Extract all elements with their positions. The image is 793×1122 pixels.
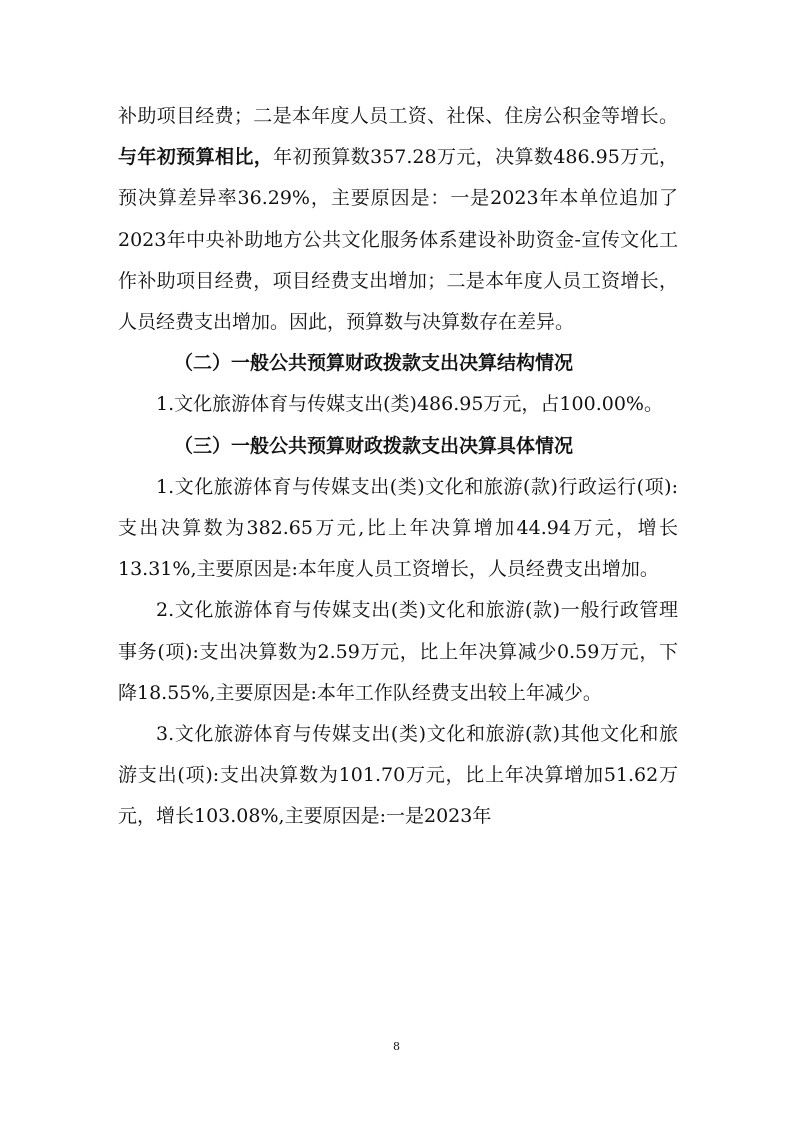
page-number: 8 bbox=[393, 1040, 400, 1053]
section-heading-details: （三）一般公共预算财政拨款支出决算具体情况 bbox=[174, 434, 574, 457]
detail-item-2: 2.文化旅游体育与传媒支出(类)文化和旅游(款)一般行政管理事务(项):支出决算数为2.59万元，比上年决算减少0.59万元，下降18.55%,主要原因是:本年工作队经费支出较上年减少。 bbox=[118, 599, 678, 704]
bold-phrase: 与年初预算相比， bbox=[118, 146, 274, 169]
paragraph-budget-comparison bbox=[118, 96, 678, 343]
detail-item-3: 3.文化旅游体育与传媒支出(类)文化和旅游(款)其他文化和旅游支出(项):支出决算数为101.70万元，比上年决算增加51.62万元，增长103.08%,主要原因是:一是2023年 bbox=[118, 723, 678, 828]
document-body bbox=[118, 96, 678, 838]
section-heading-structure: （二）一般公共预算财政拨款支出决算结构情况 bbox=[174, 352, 574, 375]
detail-item-1: 1.文化旅游体育与传媒支出(类)文化和旅游(款)行政运行(项):支出决算数为382.65万元,比上年决算增加44.94万元，增长13.31%,主要原因是:本年度人员工资增长，人员经费支出增加。 bbox=[118, 475, 678, 581]
structure-item-1: 1.文化旅游体育与传媒支出(类)486.95万元，占100.00%。 bbox=[156, 393, 663, 416]
paragraph-text: 年初预算数357.28万元，决算数486.95万元，预决算差异率36.29%，主要原因是：一是2023年本单位追加了2023年中央补助地方公共文化服务体系建设补助资金-宣传文化工作补助项目经费，项目经费支出增加；二是本年度人员工资增长，人员经费支出增加。因此，预算数与决算数存在差异。 bbox=[118, 146, 678, 334]
paragraph-text: 补助项目经费；二是本年度人员工资、社保、住房公积金等增长。 bbox=[118, 105, 678, 127]
